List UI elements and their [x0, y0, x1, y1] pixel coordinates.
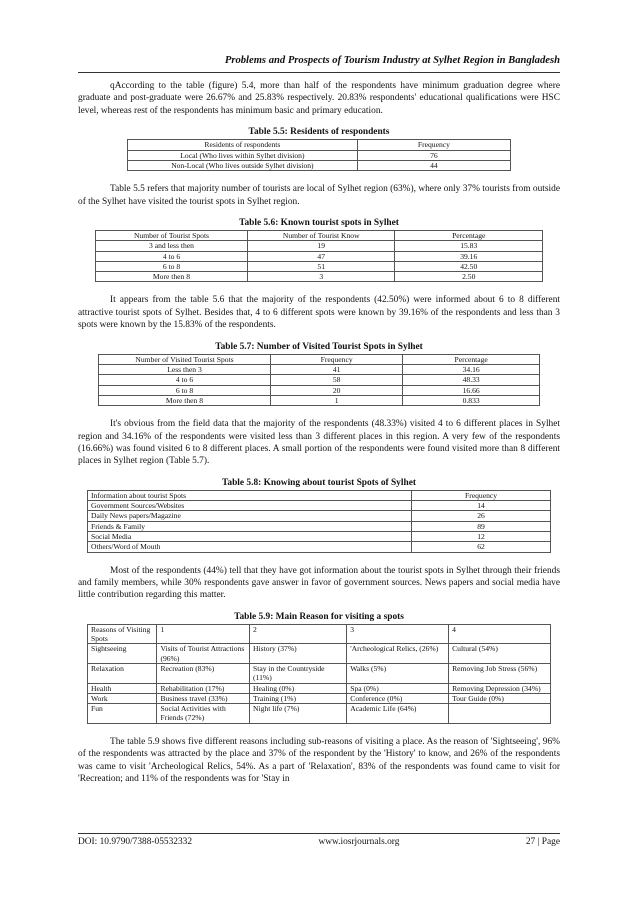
table-cell: Work — [88, 693, 157, 703]
table-cell: 44 — [357, 160, 510, 170]
table-cell: Visits of Tourist Attractions (96%) — [157, 644, 250, 664]
table-cell: Healing (0%) — [250, 683, 347, 693]
table-cell: Removing Depression (34%) — [449, 683, 551, 693]
table-cell: Less then 3 — [99, 364, 271, 374]
table-cell: 47 — [247, 251, 395, 261]
paragraph-6: The table 5.9 shows five different reasons including sub-reasons of visiting a place. As the reason of 'Sightseeing', 96% of the respondents was attracted by the place and 37% of the respondent by the 'History' to know, and 26% of the respondents was came to visit 'Archeological Relics, 54%. As a part of 'Relaxation', 83% of the respondents was found came to visit for 'Recreation; and 11% of the respondents was for 'Stay in — [78, 736, 560, 784]
paragraph-1: qAccording to the table (figure) 5.4, more than half of the respondents have minimum graduation degree where graduate and post-graduate were 26.67% and 25.83% respectively. 20.83% respondents' educational qualifications were HSC level, whereas rest of the respondents has minimum basic and primary education. — [78, 81, 560, 116]
table-cell: Frequency — [412, 490, 551, 500]
table-cell: Rehabilitation (17%) — [157, 683, 250, 693]
paragraph-2: Table 5.5 refers that majority number of tourists are local of Sylhet region (63%), where only 37% tourists from outside of the Sylhet have visited the tourist spots in Sylhet region. — [78, 184, 560, 207]
table-cell: Percentage — [395, 230, 543, 240]
table-cell: Social Media — [88, 531, 412, 541]
table-cell: Health — [88, 683, 157, 693]
table-cell: 4 to 6 — [99, 375, 271, 385]
table-cell: 12 — [412, 531, 551, 541]
table-cell: 14 — [412, 501, 551, 511]
table-row — [88, 704, 551, 724]
table-row — [88, 542, 551, 552]
table-header-row — [128, 140, 511, 150]
table-5-9-caption: Table 5.9: Main Reason for visiting a spots — [234, 611, 404, 622]
table-row — [88, 531, 551, 541]
table-cell: Non-Local (Who lives outside Sylhet division) — [128, 160, 358, 170]
table-cell: 16.66 — [403, 385, 540, 395]
table-cell: Relaxation — [88, 663, 157, 683]
table-cell: 62 — [412, 542, 551, 552]
table-cell: Residents of respondents — [128, 140, 358, 150]
table-row — [88, 644, 551, 664]
table-cell: Daily News papers/Magazine — [88, 511, 412, 521]
table-cell — [449, 704, 551, 724]
table-cell: Fun — [88, 704, 157, 724]
table-row — [88, 511, 551, 521]
table-header-row — [96, 230, 543, 240]
table-cell: Academic Life (64%) — [347, 704, 449, 724]
table-cell: 89 — [412, 521, 551, 531]
table-row — [96, 261, 543, 271]
table-5-9 — [87, 624, 551, 724]
table-row — [128, 160, 511, 170]
table-row — [88, 663, 551, 683]
table-cell: Number of Tourist Know — [247, 230, 395, 240]
table-cell: 'Archeological Relics, (26%) — [347, 644, 449, 664]
table-cell: 0.833 — [403, 395, 540, 405]
table-row — [96, 241, 543, 251]
table-5-6 — [95, 230, 543, 282]
table-cell: Reasons of Visiting Spots — [88, 624, 157, 644]
table-cell: 4 — [449, 624, 551, 644]
table-row — [99, 375, 540, 385]
table-cell: 15.83 — [395, 241, 543, 251]
page-footer — [78, 833, 560, 847]
table-header-row — [99, 354, 540, 364]
table-cell: 26 — [412, 511, 551, 521]
table-cell: Tour Guide (0%) — [449, 693, 551, 703]
doi-text: DOI: 10.9790/7388-05532332 — [78, 837, 193, 847]
table-cell: More then 8 — [99, 395, 271, 405]
table-cell: Information about tourist Spots — [88, 490, 412, 500]
table-cell: Number of Visited Tourist Spots — [99, 354, 271, 364]
table-cell: 41 — [270, 364, 402, 374]
paragraph-5: Most of the respondents (44%) tell that they have got information about the tourist spots in Sylhet through their friends and family members, while 30% respondents gave answer in favor of government sources. News papers and social media have little contribution regarding this matter. — [78, 565, 560, 601]
table-5-8 — [87, 490, 551, 553]
table-cell: 1 — [270, 395, 402, 405]
table-cell: History (37%) — [250, 644, 347, 664]
table-5-5 — [127, 139, 511, 171]
table-cell: 42.50 — [395, 261, 543, 271]
running-header: Problems and Prospects of Tourism Industry at Sylhet Region in Bangladesh — [78, 52, 560, 73]
table-cell: 3 — [247, 272, 395, 282]
table-cell: Training (1%) — [250, 693, 347, 703]
table-cell: Cultural (54%) — [449, 644, 551, 664]
table-cell: Removing Job Stress (56%) — [449, 663, 551, 683]
table-cell: 4 to 6 — [96, 251, 248, 261]
table-cell: Business travel (33%) — [157, 693, 250, 703]
table-cell: Spa (0%) — [347, 683, 449, 693]
table-cell: Conference (0%) — [347, 693, 449, 703]
table-cell: 6 to 8 — [96, 261, 248, 271]
table-cell: Others/Word of Mouth — [88, 542, 412, 552]
table-row — [99, 395, 540, 405]
table-5-5-caption: Table 5.5: Residents of respondents — [248, 127, 390, 138]
table-row — [88, 501, 551, 511]
table-cell: Walks (5%) — [347, 663, 449, 683]
table-cell: Night life (7%) — [250, 704, 347, 724]
table-row — [99, 385, 540, 395]
table-cell: 58 — [270, 375, 402, 385]
table-cell: 19 — [247, 241, 395, 251]
table-cell: Frequency — [357, 140, 510, 150]
table-header-row — [88, 624, 551, 644]
table-row — [99, 364, 540, 374]
paragraph-3: It appears from the table 5.6 that the majority of the respondents (42.50%) were informed about 6 to 8 different attractive tourist spots of Sylhet. Besides that, 4 to 6 different spots were known by 39.16% of the respondents and less than 3 spots were known by the 15.83% of the respondents. — [78, 295, 560, 331]
main-content — [78, 80, 560, 794]
table-cell: Stay in the Countryside (11%) — [250, 663, 347, 683]
table-5-7-caption: Table 5.7: Number of Visited Tourist Spots in Sylhet — [215, 341, 423, 352]
table-cell: Friends & Family — [88, 521, 412, 531]
table-cell: 1 — [157, 624, 250, 644]
table-5-8-caption: Table 5.8: Knowing about tourist Spots of Sylhet — [222, 477, 416, 488]
table-cell: Number of Tourist Spots — [96, 230, 248, 240]
table-cell: 48.33 — [403, 375, 540, 385]
paragraph-4: It's obvious from the field data that the majority of the respondents (48.33%) visited 4 to 6 different places in Sylhet region and 34.16% of the respondents were visited less than 3 different places in this region. A very few of the respondents (16.66%) was found visited 6 to 8 different places. A small portion of the respondents were found visited more than 8 different places in Sylhet region (Table 5.7). — [78, 419, 560, 467]
table-cell: Percentage — [403, 354, 540, 364]
table-5-6-caption: Table 5.6: Known tourist spots in Sylhet — [239, 217, 399, 228]
table-cell: 3 — [347, 624, 449, 644]
website-link[interactable]: www.iosrjournals.org — [318, 837, 400, 847]
page-number: 27 | Page — [525, 837, 560, 847]
table-header-row — [88, 490, 551, 500]
table-cell: 2 — [250, 624, 347, 644]
table-cell: Sightseeing — [88, 644, 157, 664]
table-cell: 6 to 8 — [99, 385, 271, 395]
table-cell: 3 and less then — [96, 241, 248, 251]
table-5-7 — [98, 354, 540, 406]
table-cell: 2.50 — [395, 272, 543, 282]
table-cell: 76 — [357, 150, 510, 160]
table-cell: More then 8 — [96, 272, 248, 282]
table-cell: Government Sources/Websites — [88, 501, 412, 511]
table-cell: 20 — [270, 385, 402, 395]
table-row — [88, 521, 551, 531]
table-row — [96, 251, 543, 261]
table-cell: 51 — [247, 261, 395, 271]
table-cell: Recreation (83%) — [157, 663, 250, 683]
table-cell: Frequency — [270, 354, 402, 364]
table-row — [96, 272, 543, 282]
table-row — [88, 693, 551, 703]
table-cell: Local (Who lives within Sylhet division) — [128, 150, 358, 160]
table-cell: 34.16 — [403, 364, 540, 374]
table-row — [88, 683, 551, 693]
table-cell: 39.16 — [395, 251, 543, 261]
table-cell: Social Activities with Friends (72%) — [157, 704, 250, 724]
table-row — [128, 150, 511, 160]
